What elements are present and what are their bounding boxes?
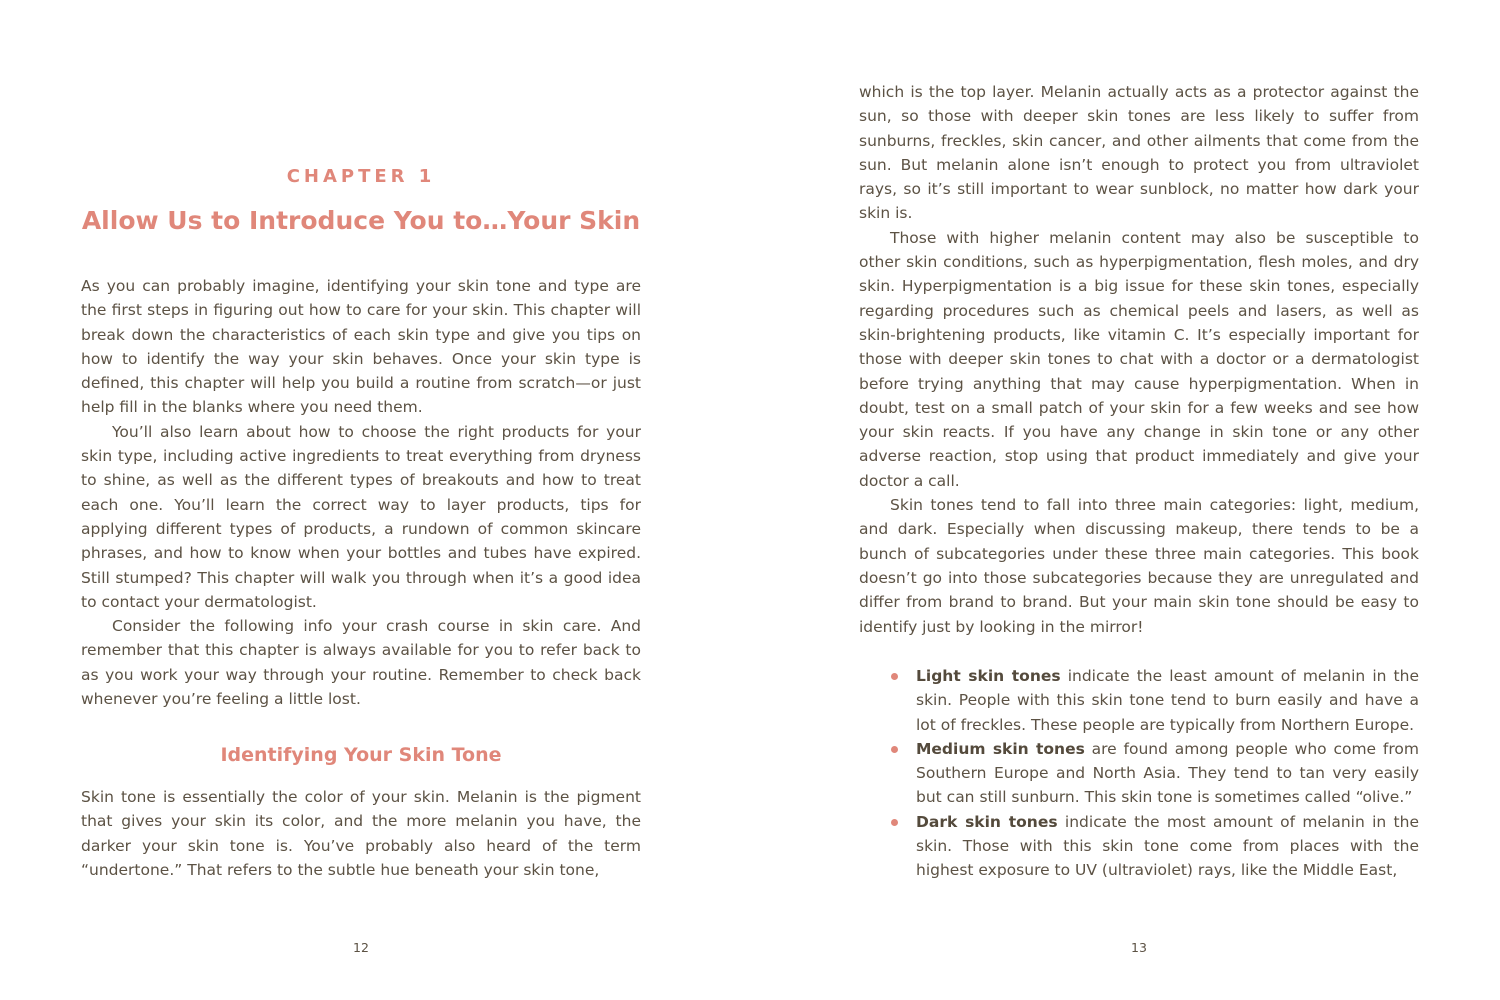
skin-tone-list: [859, 664, 1419, 883]
page-number-left: 12: [353, 940, 369, 955]
intro-text: [81, 274, 641, 711]
chapter-title: Allow Us to Introduce You to…Your Skin: [81, 206, 641, 235]
bullet-text: indicate the most amount of melanin in the skin. Those with this skin tone come from places with the highest exposure to UV (ultraviolet) rays, like the Middle East,: [916, 812, 1419, 880]
chapter-label: CHAPTER 1: [286, 166, 436, 187]
right-body-text: [859, 80, 1419, 639]
intro-paragraph: Consider the following info your crash course in skin care. And remember that this chapter is always available for you to refer back to as you work your way through your routine. Remember to check back whenever you’re feeling a little lost.: [81, 617, 641, 709]
bullet-term: Dark skin tones: [916, 812, 1058, 831]
body-paragraph: Those with higher melanin content may also be susceptible to other skin conditions, such as hyperpigmentation, flesh moles, and dry skin. Hyperpigmentation is a big issue for these skin tones, especially regarding procedures such as chemical peels and lasers, as well as skin-brightening products, like vitamin C. It’s especially important for those with deeper skin tones to chat with a doctor or a dermatologist before trying anything that may cause hyperpigmentation. When in doubt, test on a small patch of your skin for a few weeks and see how your skin reacts. If you have any change in skin tone or any other adverse reaction, stop using that product immediately and give your doctor a call.: [859, 228, 1419, 490]
list-item: [859, 810, 1419, 883]
bullet-dot-icon: [891, 673, 898, 680]
right-page: [859, 0, 1419, 1000]
left-page: [81, 0, 641, 1000]
list-item: [859, 737, 1419, 810]
bullet-term: Medium skin tones: [916, 739, 1085, 758]
section-text: [81, 785, 641, 882]
body-paragraph: which is the top layer. Melanin actually acts as a protector against the sun, so those with deeper skin tones are less likely to suffer from sunburns, freckles, skin cancer, and other ailments that come from the sun. But melanin alone isn’t enough to protect you from ultraviolet rays, so it’s still important to wear sunblock, no matter how dark your skin is.: [859, 83, 1419, 223]
intro-paragraph: You’ll also learn about how to choose the right products for your skin type, including active ingredients to treat everything from dryness to shine, as well as the different types of breakouts and how to treat each one. You’ll learn the correct way to layer products, tips for applying different types of products, a rundown of common skincare phrases, and how to know when your bottles and tubes have expired. Still stumped? This chapter will walk you through when it’s a good idea to contact your dermatologist.: [81, 422, 641, 611]
bullet-term: Light skin tones: [916, 667, 1061, 685]
list-item: [859, 664, 1419, 737]
bullet-text: indicate the least amount of melanin in the skin. People with this skin tone tend to burn easily and have a lot of freckles. These people are typically from Northern Europe.: [916, 667, 1419, 734]
section-heading: Identifying Your Skin Tone: [220, 744, 502, 766]
bullet-dot-icon: [891, 746, 898, 753]
body-paragraph: Skin tones tend to fall into three main categories: light, medium, and dark. Especially when discussing makeup, there tends to be a bunch of subcategories under these three main categories. This book doesn’t go into those subcategories because they are unregulated and differ from brand to brand. But your main skin tone should be easy to identify just by looking in the mirror!: [859, 496, 1419, 636]
page-number-right: 13: [1131, 940, 1147, 955]
intro-paragraph: As you can probably imagine, identifying your skin tone and type are the first steps in figuring out how to care for your skin. This chapter will break down the characteristics of each skin type and give you tips on how to identify the way your skin behaves. Once your skin type is defined, this chapter will help you build a routine from scratch—or just help fill in the blanks where you need them.: [81, 277, 641, 417]
bullet-dot-icon: [891, 819, 898, 826]
bullet-text: are found among people who come from Southern Europe and North Asia. They tend to tan very easily but can still sunburn. This skin tone is sometimes called “olive.”: [916, 739, 1419, 807]
section-paragraph: Skin tone is essentially the color of your skin. Melanin is the pigment that gives your skin its color, and the more melanin you have, the darker your skin tone is. You’ve probably also heard of the term “undertone.” That refers to the subtle hue beneath your skin tone,: [81, 788, 641, 879]
